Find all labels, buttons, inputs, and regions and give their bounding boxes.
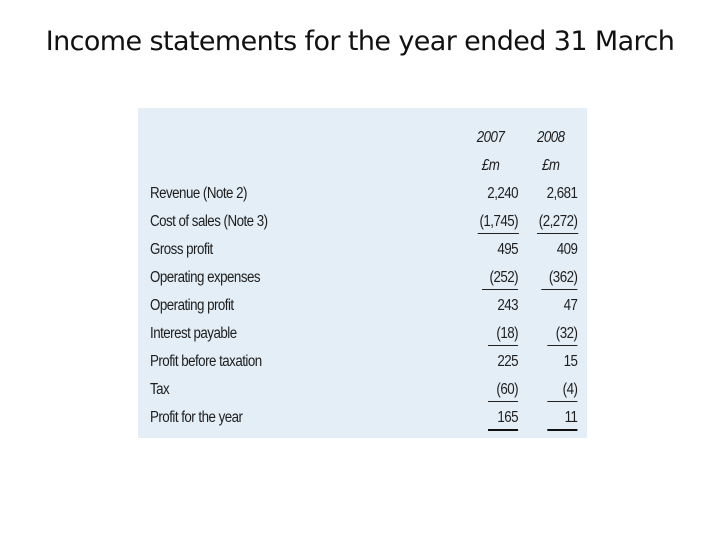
value-2007: 2,240 xyxy=(487,185,519,202)
row-label: Interest payable xyxy=(150,325,237,342)
value-2008: 11 xyxy=(564,409,578,426)
value-2007: (18) xyxy=(496,325,519,342)
value-2008: 47 xyxy=(563,297,578,314)
subtotal-rule xyxy=(547,345,577,346)
value-2007: (252) xyxy=(489,269,519,286)
row-label: Operating expenses xyxy=(150,269,261,286)
unit-2007-header: £m xyxy=(481,157,500,174)
subtotal-rule xyxy=(482,289,518,290)
subtotal-rule xyxy=(541,289,577,290)
subtotal-rule xyxy=(488,401,518,402)
row-label: Tax xyxy=(150,381,170,398)
value-2008: (362) xyxy=(548,269,578,286)
unit-2008-header: £m xyxy=(542,157,560,174)
value-2008: 409 xyxy=(556,241,578,258)
slide-title: Income statements for the year ended 31 March xyxy=(45,26,675,57)
value-2008: 15 xyxy=(563,353,578,370)
value-2007: 165 xyxy=(497,409,519,426)
value-2008: (2,272) xyxy=(538,213,578,230)
year-2007-header: 2007 xyxy=(476,129,505,146)
row-label: Gross profit xyxy=(150,241,213,258)
subtotal-rule xyxy=(478,233,519,234)
row-label: Operating profit xyxy=(150,297,234,314)
row-label: Cost of sales (Note 3) xyxy=(150,213,268,230)
value-2008: (4) xyxy=(562,381,578,398)
subtotal-rule xyxy=(488,345,518,346)
value-2008: 2,681 xyxy=(546,185,578,202)
year-2008-header: 2008 xyxy=(536,129,565,146)
value-2007: 243 xyxy=(497,297,519,314)
value-2007: 225 xyxy=(497,353,519,370)
total-double-rule xyxy=(488,429,518,431)
value-2008: (32) xyxy=(555,325,578,342)
row-label: Revenue (Note 2) xyxy=(150,185,247,202)
subtotal-rule xyxy=(547,401,577,402)
total-double-rule xyxy=(547,429,577,431)
income-statement-panel xyxy=(138,108,587,438)
row-label: Profit for the year xyxy=(150,409,243,426)
value-2007: (60) xyxy=(496,381,519,398)
row-label: Profit before taxation xyxy=(150,353,262,370)
value-2007: (1,745) xyxy=(479,213,519,230)
subtotal-rule xyxy=(537,233,578,234)
value-2007: 495 xyxy=(497,241,519,258)
